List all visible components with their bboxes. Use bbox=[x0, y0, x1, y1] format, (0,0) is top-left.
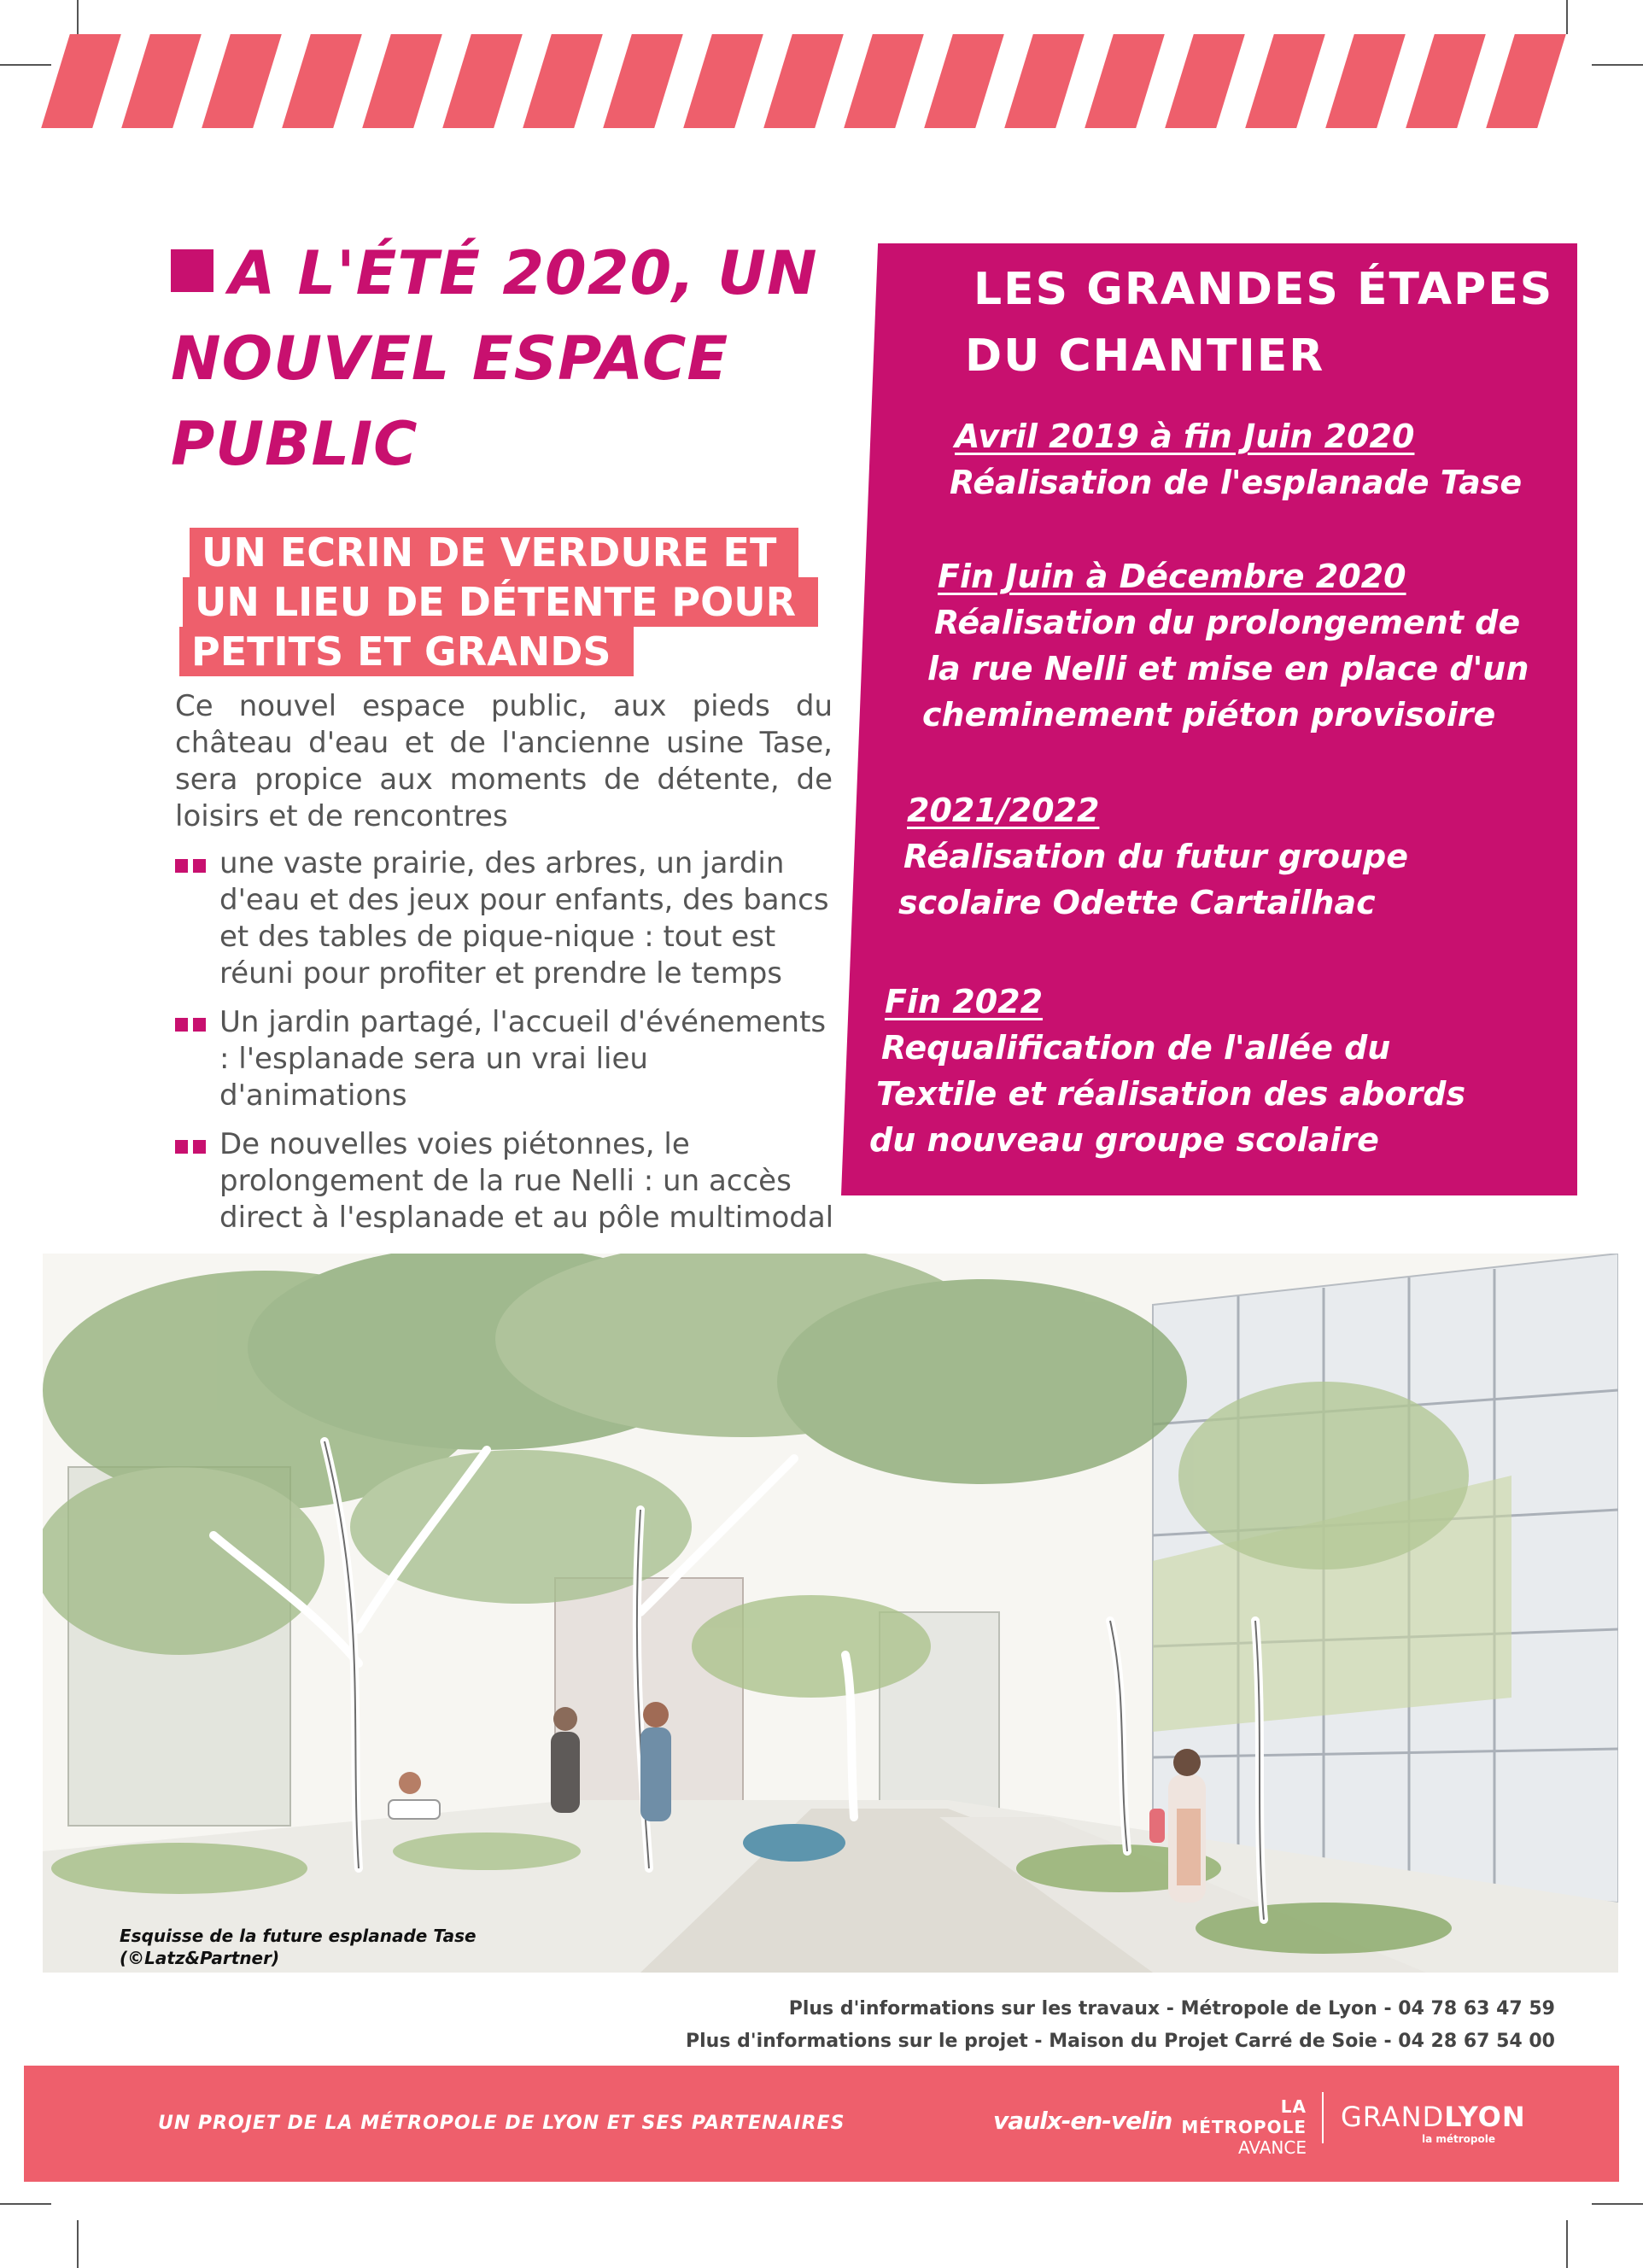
subtitle-line: PETITS ET GRANDS bbox=[179, 627, 634, 676]
bullet-squares-icon bbox=[175, 859, 209, 873]
bullet-squares-icon bbox=[175, 1140, 209, 1154]
logo-metro-line: AVANCE bbox=[1237, 2137, 1307, 2158]
subtitle-line: UN LIEU DE DÉTENTE POUR bbox=[183, 577, 818, 627]
subtitle-line: UN ECRIN DE VERDURE ET bbox=[190, 528, 798, 577]
striped-banner bbox=[56, 34, 1584, 128]
bullet-list bbox=[175, 845, 837, 1248]
image-caption bbox=[120, 1925, 477, 1969]
stage-line: Réalisation du prolongement de bbox=[934, 604, 1521, 641]
stages-heading bbox=[965, 256, 1554, 389]
stage-line: Réalisation de l'esplanade Tase bbox=[950, 464, 1523, 501]
stage-line: Réalisation du futur groupe bbox=[903, 838, 1409, 875]
list-item-text: Un jardin partagé, l'accueil d'événements : l'esplanade sera un vrai lieu d'animations bbox=[219, 1005, 827, 1113]
logo-divider bbox=[1322, 2092, 1324, 2143]
caption-line: Esquisse de la future esplanade Tase bbox=[120, 1926, 477, 1946]
stage-item bbox=[922, 553, 1529, 738]
crop-mark bbox=[1592, 64, 1643, 66]
crop-mark bbox=[1566, 2220, 1568, 2268]
crop-mark bbox=[0, 64, 51, 66]
stage-line: Textile et réalisation des abords bbox=[876, 1075, 1466, 1113]
grandlyon-logo-subtitle: la métropole bbox=[1422, 2133, 1496, 2145]
grandlyon-logo-part: LYON bbox=[1444, 2101, 1526, 2133]
list-item-text: une vaste prairie, des arbres, un jardin d'eau et des jeux pour enfants, des bancs et des tables de pique-nique : tout est réuni pour profiter et prendre le temps bbox=[219, 846, 829, 991]
logo-metro-line: LA MÉTROPOLE bbox=[1181, 2096, 1307, 2137]
vaulx-en-velin-logo: vaulx-en-velin bbox=[993, 2107, 1172, 2135]
stage-title: 2021/2022 bbox=[907, 792, 1100, 829]
stages-heading-line: DU CHANTIER bbox=[965, 330, 1325, 382]
stage-item bbox=[869, 979, 1466, 1163]
stage-line: Requalification de l'allée du bbox=[881, 1029, 1391, 1067]
footer-text: UN PROJET DE LA MÉTROPOLE DE LYON ET SES PARTENAIRES bbox=[158, 2113, 845, 2134]
crop-mark bbox=[1592, 2203, 1643, 2205]
stage-title: Fin Juin à Décembre 2020 bbox=[938, 558, 1406, 595]
list-item bbox=[175, 1004, 837, 1114]
grandlyon-logo bbox=[1341, 2101, 1526, 2133]
section-subtitle bbox=[179, 528, 818, 676]
stage-line: cheminement piéton provisoire bbox=[922, 696, 1496, 734]
crop-mark bbox=[77, 2220, 79, 2268]
list-item-text: De nouvelles voies piétonnes, le prolongement de la rue Nelli : un accès direct à l'esplanade et au pôle multimodal bbox=[219, 1127, 834, 1235]
crop-mark bbox=[77, 0, 79, 34]
stage-line: la rue Nelli et mise en place d'un bbox=[927, 650, 1529, 687]
esplanade-sketch-image bbox=[43, 1254, 1618, 1973]
title-line: A L'ÉTÉ 2020, UN bbox=[229, 238, 818, 308]
crop-mark bbox=[1566, 0, 1568, 34]
bullet-squares-icon bbox=[175, 1018, 209, 1032]
stage-line: du nouveau groupe scolaire bbox=[869, 1121, 1379, 1159]
metropole-avance-logo bbox=[1178, 2096, 1307, 2158]
caption-line: (©Latz&Partner) bbox=[120, 1948, 280, 1968]
stage-title: Avril 2019 à fin Juin 2020 bbox=[955, 418, 1415, 455]
list-item bbox=[175, 1126, 837, 1236]
intro-paragraph: Ce nouvel espace public, aux pieds du château d'eau et de l'ancienne usine Tase, sera propice aux moments de détente, de loisirs et de rencontres bbox=[175, 689, 833, 833]
stage-line: scolaire Odette Cartailhac bbox=[898, 884, 1376, 921]
title-line: NOUVEL ESPACE bbox=[171, 324, 729, 394]
grandlyon-logo-part: GRAND bbox=[1341, 2101, 1445, 2133]
stage-item bbox=[898, 787, 1409, 926]
stage-title: Fin 2022 bbox=[885, 983, 1044, 1020]
crop-mark bbox=[0, 2203, 51, 2205]
contact-line: Plus d'informations sur les travaux - Métropole de Lyon - 04 78 63 47 59 bbox=[788, 1998, 1555, 2020]
contact-line: Plus d'informations sur le projet - Maison du Projet Carré de Soie - 04 28 67 54 00 bbox=[686, 2031, 1555, 2052]
list-item bbox=[175, 845, 837, 992]
stage-item bbox=[950, 413, 1523, 506]
page-title bbox=[171, 231, 820, 487]
title-square-icon bbox=[171, 249, 213, 292]
stages-heading-line: LES GRANDES ÉTAPES bbox=[974, 264, 1554, 315]
contact-info bbox=[686, 1993, 1555, 2058]
title-line: PUBLIC bbox=[171, 409, 418, 479]
